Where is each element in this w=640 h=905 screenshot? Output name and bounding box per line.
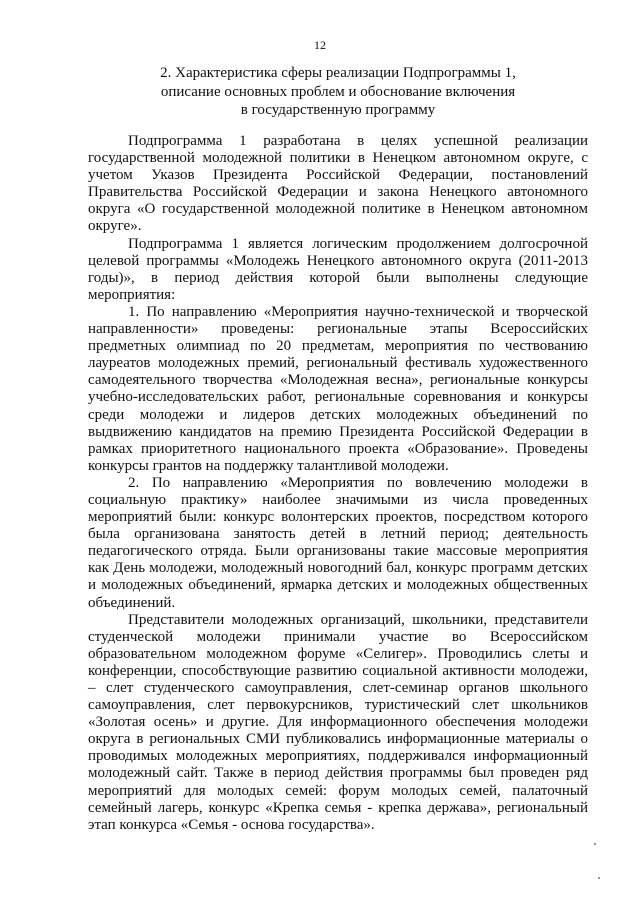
section-heading-line: описание основных проблем и обоснование включения [160, 83, 516, 100]
scan-speck [594, 843, 596, 845]
section-heading-line: в государственную программу [240, 102, 436, 118]
section-heading [88, 64, 588, 120]
section-heading-line: 2. Характеристика сферы реализации Подпрограммы 1, [160, 65, 516, 81]
page-number: 12 [314, 38, 326, 52]
scan-speck [598, 877, 600, 879]
body-paragraph: Подпрограмма 1 является логическим продолжением долгосрочной целевой программы «Молодежь Ненецкого автономного округа (2011-2013 годы)», в период действия которой были выполнены следующие мероприятия: [88, 235, 588, 303]
body-paragraph: Представители молодежных организаций, школьники, представители студенческой молодежи принимали участие во Всероссийском образовательном молодежном форуме «Селигер». Проводились слеты и конференции, способствующие развитию социальной активности молодежи, – слет студенческого самоуправления, слет-семинар органов школьного самоуправления, слет первокурсников, туристический слет школьников «Золотая осень» и другие. Для информационного обеспечения молодежи округа в региональных СМИ публиковались информационные материалы о проводимых молодежных мероприятиях, поддерживался информационный молодежный сайт. Также в период действия программы был проведен ряд мероприятий для молодых семей: форум молодых семей, палаточный семейный лагерь, конкурс «Крепка семья - крепка держава», региональный этап конкурса «Семья - основа государства». [88, 611, 588, 833]
body-paragraph: 1. По направлению «Мероприятия научно-технической и творческой направленности» проведены: региональные этапы Всероссийских предметных олимпиад по 20 предметам, мероприятия по чествованию лауреатов молодежных премий, региональный фестиваль художественного самодеятельного творчества «Молодежная весна», региональные конкурсы учебно-исследовательских работ, региональные соревнования и конкурсы среди молодежи и лидеров детских молодежных объединений по выдвижению кандидатов на премию Президента Российской Федерации в рамках приоритетного национального проекта «Образование». Проведены конкурсы грантов на поддержку талантливой молодежи. [88, 303, 588, 474]
body-paragraph: Подпрограмма 1 разработана в целях успешной реализации государственной молодежной политики в Ненецком автономном округе, с учетом Указов Президента Российской Федерации, постановлений Правительства Российской Федерации и закона Ненецкого автономного округа «О государственной молодежной политике в Ненецком автономном округе». [88, 133, 588, 235]
body-paragraph: 2. По направлению «Мероприятия по вовлечению молодежи в социальную практику» наиболее значимыми из числа проведенных мероприятий были: конкурс волонтерских проектов, посредством которого была организована занятость детей в летний период; деятельность педагогического отряда. Были организованы такие массовые мероприятия как День молодежи, молодежный новогодний бал, конкурс программ детских и молодежных объединений, ярмарка детских и молодежных общественных объединений. [88, 474, 588, 611]
document-body [88, 133, 588, 834]
